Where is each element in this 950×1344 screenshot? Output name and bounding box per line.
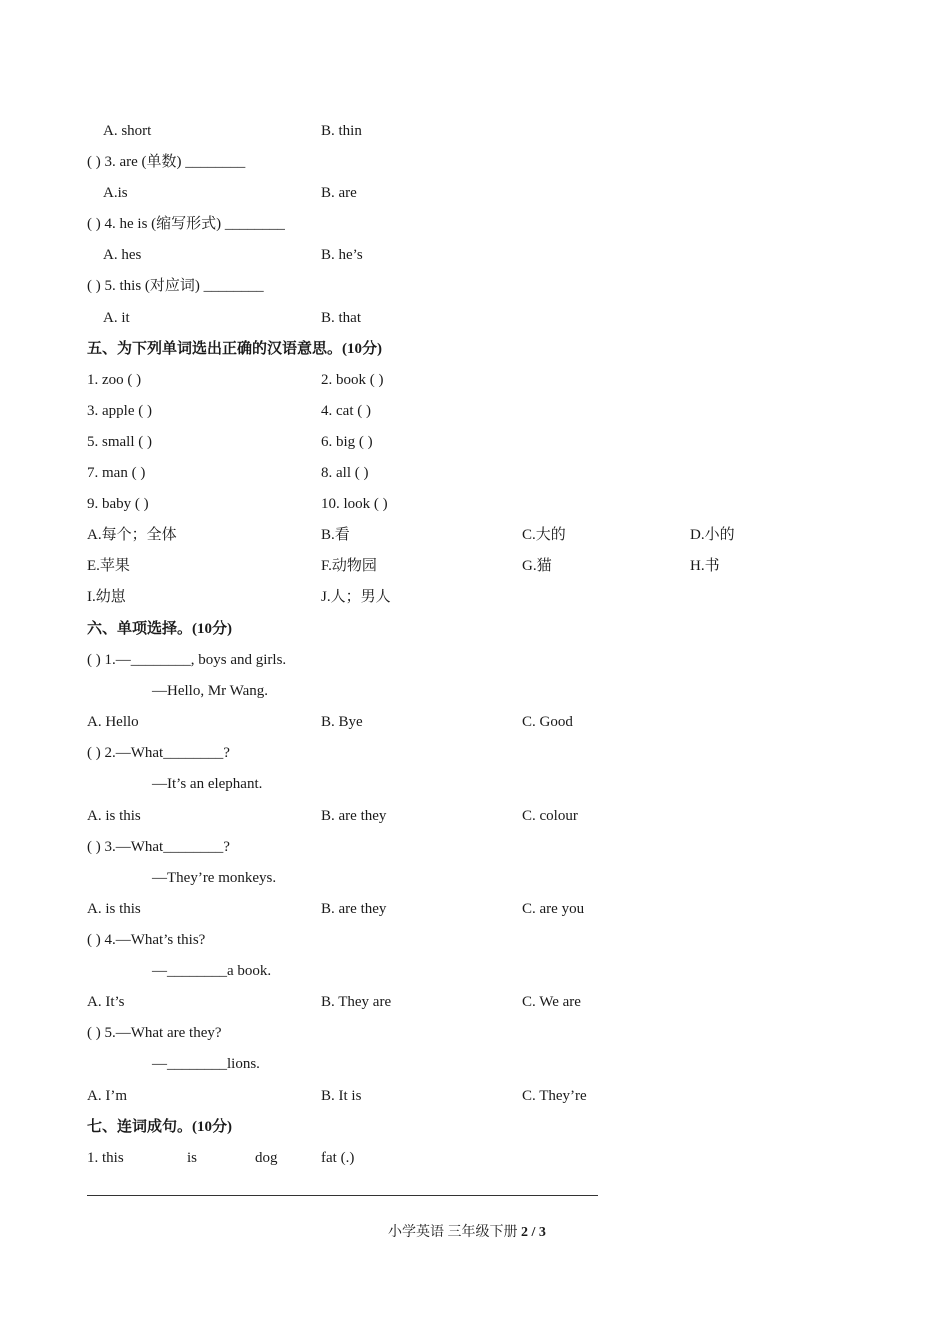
dialogue-reply: —Hello, Mr Wang.: [152, 683, 269, 699]
question-stem: ( ) 5. this (对应词) ________: [87, 278, 264, 294]
q4-2-options: [0, 119, 950, 143]
mc-question-stem: [0, 928, 950, 952]
vocab-item: 1. zoo ( ): [87, 372, 142, 388]
section-6-heading: [0, 617, 950, 641]
option-a: A. is this: [87, 808, 141, 824]
option-b: B. They are: [321, 994, 392, 1010]
vocab-row: [0, 368, 950, 392]
option-a: A.is: [103, 185, 128, 201]
option-c: C. are you: [522, 901, 585, 917]
vocab-row: [0, 430, 950, 454]
word-tile: dog: [255, 1150, 278, 1166]
option-b: B. thin: [321, 123, 362, 139]
vocab-row: [0, 399, 950, 423]
option-a: A. It’s: [87, 994, 125, 1010]
q4-4-stem: [0, 212, 950, 236]
mc-options-row: [0, 990, 950, 1014]
question-stem: ( ) 5.—What are they?: [87, 1025, 222, 1041]
meaning-option: G.猫: [522, 558, 552, 574]
vocab-row: [0, 461, 950, 485]
option-a: A. is this: [87, 901, 141, 917]
mc-question-reply: [0, 1052, 950, 1076]
mc-question-stem: [0, 835, 950, 859]
mc-options-row: [0, 1084, 950, 1108]
page-footer: [388, 1222, 546, 1244]
mc-question-reply: [0, 772, 950, 796]
q4-3-options: [0, 181, 950, 205]
mc-options-row: [0, 804, 950, 828]
answer-line: [87, 1195, 598, 1196]
vocab-item: 9. baby ( ): [87, 496, 149, 512]
dialogue-reply: —It’s an elephant.: [152, 776, 263, 792]
mc-question-reply: [0, 866, 950, 890]
vocab-item: 7. man ( ): [87, 465, 146, 481]
vocab-item: 2. book ( ): [321, 372, 384, 388]
meaning-option: I.幼崽: [87, 589, 126, 605]
section-title: 六、单项选择。(10分): [87, 621, 232, 637]
option-c: C. Good: [522, 714, 573, 730]
dialogue-reply: —________lions.: [152, 1056, 260, 1072]
word-tile: is: [187, 1150, 198, 1166]
meaning-option: C.大的: [522, 527, 566, 543]
meaning-option: E.苹果: [87, 558, 130, 574]
option-b: B. he’s: [321, 247, 363, 263]
vocab-row: [0, 492, 950, 516]
section-title: 七、连词成句。(10分): [87, 1119, 232, 1135]
meaning-option: J.人；男人: [321, 589, 391, 605]
q4-4-options: [0, 243, 950, 267]
meaning-options-row: [0, 554, 950, 578]
mc-question-reply: [0, 959, 950, 983]
meaning-option: D.小的: [690, 527, 735, 543]
meaning-option: B.看: [321, 527, 350, 543]
option-a: A. Hello: [87, 714, 139, 730]
question-stem: ( ) 3.—What________?: [87, 839, 230, 855]
question-stem: ( ) 3. are (单数) ________: [87, 154, 246, 170]
option-b: B. It is: [321, 1088, 362, 1104]
word-tile: 1. this: [87, 1150, 124, 1166]
dialogue-reply: —They’re monkeys.: [152, 870, 277, 886]
vocab-item: 4. cat ( ): [321, 403, 371, 419]
footer-label: 小学英语 三年级下册: [388, 1225, 518, 1240]
vocab-item: 5. small ( ): [87, 434, 152, 450]
option-b: B. that: [321, 310, 361, 326]
mc-options-row: [0, 897, 950, 921]
section-7-heading: [0, 1115, 950, 1139]
vocab-item: 3. apple ( ): [87, 403, 152, 419]
question-stem: ( ) 4.—What’s this?: [87, 932, 206, 948]
option-b: B. Bye: [321, 714, 363, 730]
sentence-builder-item: [0, 1146, 950, 1170]
word-tile: fat (.): [321, 1150, 355, 1166]
q4-5-options: [0, 306, 950, 330]
vocab-item: 8. all ( ): [321, 465, 369, 481]
mc-question-stem: [0, 648, 950, 672]
option-b: B. are they: [321, 808, 387, 824]
meaning-options-row: [0, 523, 950, 547]
option-a: A. it: [103, 310, 130, 326]
option-a: A. hes: [103, 247, 142, 263]
option-a: A. short: [103, 123, 152, 139]
section-5-heading: [0, 337, 950, 361]
vocab-item: 10. look ( ): [321, 496, 388, 512]
option-c: C. They’re: [522, 1088, 587, 1104]
vocab-item: 6. big ( ): [321, 434, 373, 450]
section-title: 五、为下列单词选出正确的汉语意思。(10分): [87, 341, 382, 357]
meaning-option: F.动物园: [321, 558, 377, 574]
mc-question-stem: [0, 1021, 950, 1045]
question-stem: ( ) 2.—What________?: [87, 745, 230, 761]
mc-options-row: [0, 710, 950, 734]
option-b: B. are they: [321, 901, 387, 917]
q4-3-stem: [0, 150, 950, 174]
page-number: 2 / 3: [521, 1225, 546, 1240]
meaning-options-row: [0, 585, 950, 609]
q4-5-stem: [0, 274, 950, 298]
meaning-option: A.每个；全体: [87, 527, 177, 543]
option-a: A. I’m: [87, 1088, 127, 1104]
option-b: B. are: [321, 185, 357, 201]
option-c: C. We are: [522, 994, 581, 1010]
mc-question-reply: [0, 679, 950, 703]
question-stem: ( ) 4. he is (缩写形式) ________: [87, 216, 285, 232]
dialogue-reply: —________a book.: [152, 963, 272, 979]
mc-question-stem: [0, 741, 950, 765]
option-c: C. colour: [522, 808, 578, 824]
meaning-option: H.书: [690, 558, 720, 574]
question-stem: ( ) 1.—________, boys and girls.: [87, 652, 287, 668]
